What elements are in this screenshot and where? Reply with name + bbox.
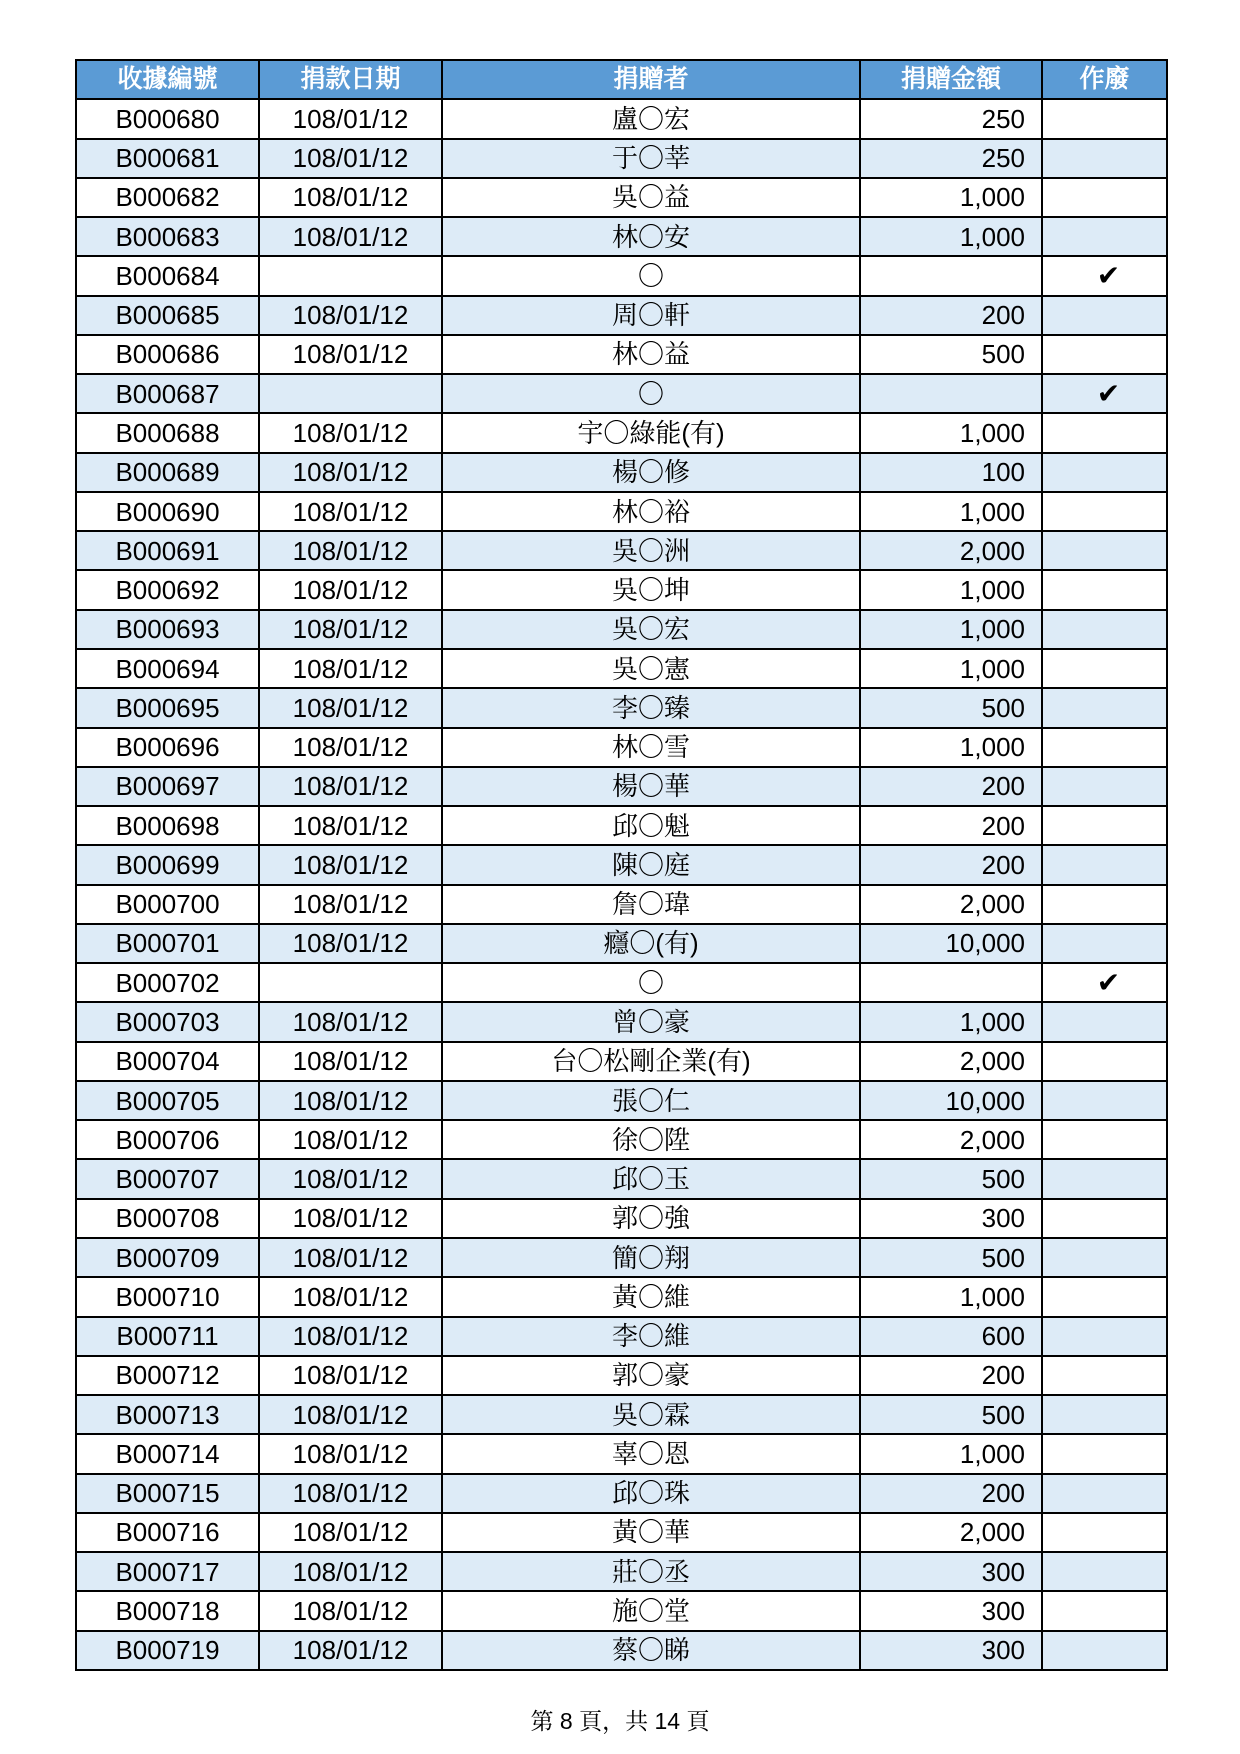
- donation-amount-cell: 300: [860, 1552, 1042, 1591]
- void-cell: [1042, 1434, 1167, 1473]
- receipt-number-cell: B000695: [76, 688, 259, 727]
- donor-name-cell: 于〇莘: [442, 139, 860, 178]
- donation-date-cell: 108/01/12: [259, 806, 442, 845]
- void-cell: [1042, 806, 1167, 845]
- receipt-number-cell: B000713: [76, 1395, 259, 1434]
- void-cell: [1042, 1199, 1167, 1238]
- donor-name-cell: 邱〇珠: [442, 1474, 860, 1513]
- table-row: [76, 1120, 1167, 1159]
- table-row: [76, 963, 1167, 1002]
- donation-date-cell: 108/01/12: [259, 99, 442, 138]
- receipt-number-cell: B000686: [76, 335, 259, 374]
- void-cell: [1042, 413, 1167, 452]
- void-cell: [1042, 1395, 1167, 1434]
- donation-date-cell: 108/01/12: [259, 1631, 442, 1670]
- donation-amount-cell: 500: [860, 335, 1042, 374]
- receipt-number-cell: B000693: [76, 610, 259, 649]
- receipt-number-cell: B000708: [76, 1199, 259, 1238]
- donation-amount-cell: 1,000: [860, 178, 1042, 217]
- void-check-icon: ✔: [1096, 258, 1121, 292]
- void-cell: [1042, 492, 1167, 531]
- donation-date-cell: 108/01/12: [259, 413, 442, 452]
- void-cell: [1042, 217, 1167, 256]
- table-row: [76, 767, 1167, 806]
- receipt-number-cell: B000717: [76, 1552, 259, 1591]
- void-cell: [1042, 296, 1167, 335]
- donor-name-cell: 林〇安: [442, 217, 860, 256]
- table-row: [76, 610, 1167, 649]
- donation-date-cell: 108/01/12: [259, 1356, 442, 1395]
- receipt-number-cell: B000705: [76, 1081, 259, 1120]
- void-cell: [1042, 688, 1167, 727]
- column-header-amount: 捐贈金額: [860, 60, 1042, 99]
- donor-name-cell: 施〇堂: [442, 1591, 860, 1630]
- donation-date-cell: 108/01/12: [259, 1591, 442, 1630]
- donation-date-cell: 108/01/12: [259, 217, 442, 256]
- donation-date-cell: 108/01/12: [259, 1513, 442, 1552]
- donation-amount-cell: 600: [860, 1317, 1042, 1356]
- void-cell: [1042, 1513, 1167, 1552]
- donor-name-cell: 林〇裕: [442, 492, 860, 531]
- receipt-number-cell: B000716: [76, 1513, 259, 1552]
- receipt-number-cell: B000719: [76, 1631, 259, 1670]
- donation-amount-cell: 100: [860, 453, 1042, 492]
- donation-amount-cell: 300: [860, 1591, 1042, 1630]
- receipt-number-cell: B000685: [76, 296, 259, 335]
- donation-date-cell: 108/01/12: [259, 1199, 442, 1238]
- void-cell: [1042, 728, 1167, 767]
- donation-amount-cell: 1,000: [860, 649, 1042, 688]
- donation-amount-cell: 500: [860, 1159, 1042, 1198]
- donation-date-cell: 108/01/12: [259, 570, 442, 609]
- donation-amount-cell: 2,000: [860, 1042, 1042, 1081]
- void-cell: [1042, 1002, 1167, 1041]
- donation-date-cell: [259, 256, 442, 295]
- void-cell: [1042, 1631, 1167, 1670]
- table-row: [76, 1081, 1167, 1120]
- donor-name-cell: 簡〇翔: [442, 1238, 860, 1277]
- donation-amount-cell: 2,000: [860, 885, 1042, 924]
- donor-name-cell: 黃〇華: [442, 1513, 860, 1552]
- donor-name-cell: 吳〇霖: [442, 1395, 860, 1434]
- receipt-number-cell: B000702: [76, 963, 259, 1002]
- receipt-number-cell: B000698: [76, 806, 259, 845]
- donor-name-cell: 林〇雪: [442, 728, 860, 767]
- donor-name-cell: 〇: [442, 374, 860, 413]
- donation-date-cell: 108/01/12: [259, 1474, 442, 1513]
- receipt-number-cell: B000688: [76, 413, 259, 452]
- donation-date-cell: 108/01/12: [259, 453, 442, 492]
- donation-amount-cell: 300: [860, 1631, 1042, 1670]
- donation-amount-cell: 200: [860, 296, 1042, 335]
- donation-date-cell: 108/01/12: [259, 335, 442, 374]
- donation-amount-cell: 1,000: [860, 1277, 1042, 1316]
- table-row: [76, 374, 1167, 413]
- donor-name-cell: 〇: [442, 256, 860, 295]
- donation-amount-cell: 200: [860, 1356, 1042, 1395]
- void-cell: [1042, 845, 1167, 884]
- page-number-footer: 第 8 頁，共 14 頁: [530, 1708, 710, 1734]
- column-header-donor: 捐贈者: [442, 60, 860, 99]
- donation-date-cell: 108/01/12: [259, 767, 442, 806]
- table-row: [76, 492, 1167, 531]
- donor-name-cell: 〇: [442, 963, 860, 1002]
- donation-amount-cell: 1,000: [860, 413, 1042, 452]
- donor-name-cell: 癮〇(有): [442, 924, 860, 963]
- donor-name-cell: 邱〇魁: [442, 806, 860, 845]
- donation-amount-cell: 1,000: [860, 570, 1042, 609]
- donor-name-cell: 徐〇陞: [442, 1120, 860, 1159]
- receipt-number-cell: B000718: [76, 1591, 259, 1630]
- void-cell: [1042, 885, 1167, 924]
- table-row: [76, 806, 1167, 845]
- donation-date-cell: 108/01/12: [259, 885, 442, 924]
- table-row: [76, 570, 1167, 609]
- receipt-number-cell: B000706: [76, 1120, 259, 1159]
- donor-name-cell: 曾〇豪: [442, 1002, 860, 1041]
- table-row: [76, 1434, 1167, 1473]
- donor-name-cell: 辜〇恩: [442, 1434, 860, 1473]
- table-row: [76, 1591, 1167, 1630]
- donation-date-cell: 108/01/12: [259, 610, 442, 649]
- receipt-number-cell: B000707: [76, 1159, 259, 1198]
- table-row: [76, 1631, 1167, 1670]
- donor-name-cell: 莊〇丞: [442, 1552, 860, 1591]
- donation-amount-cell: 200: [860, 806, 1042, 845]
- receipt-number-cell: B000687: [76, 374, 259, 413]
- donation-date-cell: 108/01/12: [259, 139, 442, 178]
- donation-date-cell: 108/01/12: [259, 845, 442, 884]
- donation-date-cell: 108/01/12: [259, 924, 442, 963]
- receipt-number-cell: B000694: [76, 649, 259, 688]
- donor-name-cell: 宇〇綠能(有): [442, 413, 860, 452]
- void-cell: [1042, 1120, 1167, 1159]
- donor-name-cell: 周〇軒: [442, 296, 860, 335]
- receipt-number-cell: B000682: [76, 178, 259, 217]
- table-row: [76, 178, 1167, 217]
- table-row: [76, 1552, 1167, 1591]
- table-row: [76, 1042, 1167, 1081]
- void-check-icon: ✔: [1096, 965, 1121, 999]
- table-row: [76, 649, 1167, 688]
- donor-name-cell: 吳〇坤: [442, 570, 860, 609]
- receipt-number-cell: B000703: [76, 1002, 259, 1041]
- table-row: [76, 1317, 1167, 1356]
- void-cell: [1042, 374, 1167, 413]
- table-row: [76, 139, 1167, 178]
- donation-amount-cell: 200: [860, 1474, 1042, 1513]
- table-header: [76, 60, 1167, 99]
- void-cell: [1042, 256, 1167, 295]
- donation-amount-cell: 2,000: [860, 1120, 1042, 1159]
- donation-amount-cell: [860, 963, 1042, 1002]
- receipt-number-cell: B000684: [76, 256, 259, 295]
- donation-date-cell: 108/01/12: [259, 1317, 442, 1356]
- donation-amount-cell: 10,000: [860, 924, 1042, 963]
- donation-amount-cell: 2,000: [860, 1513, 1042, 1552]
- receipt-number-cell: B000714: [76, 1434, 259, 1473]
- donation-amount-cell: 2,000: [860, 531, 1042, 570]
- donor-name-cell: 郭〇強: [442, 1199, 860, 1238]
- donation-date-cell: 108/01/12: [259, 1277, 442, 1316]
- table-row: [76, 728, 1167, 767]
- donation-date-cell: 108/01/12: [259, 1238, 442, 1277]
- donor-name-cell: 盧〇宏: [442, 99, 860, 138]
- table-row: [76, 845, 1167, 884]
- receipt-number-cell: B000683: [76, 217, 259, 256]
- header-row: [76, 60, 1167, 99]
- donor-name-cell: 台〇松剛企業(有): [442, 1042, 860, 1081]
- table-row: [76, 296, 1167, 335]
- table-row: [76, 99, 1167, 138]
- table-row: [76, 1356, 1167, 1395]
- receipt-number-cell: B000691: [76, 531, 259, 570]
- void-cell: [1042, 1552, 1167, 1591]
- receipt-number-cell: B000699: [76, 845, 259, 884]
- void-check-icon: ✔: [1096, 376, 1121, 410]
- void-cell: [1042, 610, 1167, 649]
- table-row: [76, 1159, 1167, 1198]
- table-row: [76, 924, 1167, 963]
- receipt-number-cell: B000710: [76, 1277, 259, 1316]
- donation-amount-cell: 10,000: [860, 1081, 1042, 1120]
- receipt-number-cell: B000709: [76, 1238, 259, 1277]
- donor-name-cell: 李〇維: [442, 1317, 860, 1356]
- donation-amount-cell: 1,000: [860, 1434, 1042, 1473]
- donation-amount-cell: 1,000: [860, 610, 1042, 649]
- donation-amount-cell: 1,000: [860, 728, 1042, 767]
- donation-amount-cell: [860, 256, 1042, 295]
- void-cell: [1042, 1591, 1167, 1630]
- table-row: [76, 1395, 1167, 1434]
- table-body: [76, 99, 1167, 1670]
- donation-amount-cell: 1,000: [860, 492, 1042, 531]
- donation-date-cell: 108/01/12: [259, 1081, 442, 1120]
- donation-date-cell: 108/01/12: [259, 1552, 442, 1591]
- donation-date-cell: 108/01/12: [259, 178, 442, 217]
- donation-date-cell: 108/01/12: [259, 1159, 442, 1198]
- donation-date-cell: [259, 963, 442, 1002]
- donor-name-cell: 邱〇玉: [442, 1159, 860, 1198]
- donation-receipt-table: [75, 59, 1168, 1671]
- receipt-number-cell: B000700: [76, 885, 259, 924]
- receipt-number-cell: B000711: [76, 1317, 259, 1356]
- receipt-number-cell: B000692: [76, 570, 259, 609]
- void-cell: [1042, 570, 1167, 609]
- receipt-number-cell: B000696: [76, 728, 259, 767]
- void-cell: [1042, 1081, 1167, 1120]
- donor-name-cell: 楊〇修: [442, 453, 860, 492]
- column-header-donation-date: 捐款日期: [259, 60, 442, 99]
- donation-date-cell: 108/01/12: [259, 1434, 442, 1473]
- void-cell: [1042, 1474, 1167, 1513]
- table-row: [76, 531, 1167, 570]
- donation-amount-cell: 500: [860, 1395, 1042, 1434]
- receipt-number-cell: B000697: [76, 767, 259, 806]
- table-row: [76, 1199, 1167, 1238]
- donation-date-cell: 108/01/12: [259, 1120, 442, 1159]
- donor-name-cell: 黃〇維: [442, 1277, 860, 1316]
- column-header-receipt-number: 收據編號: [76, 60, 259, 99]
- void-cell: [1042, 1356, 1167, 1395]
- void-cell: [1042, 453, 1167, 492]
- donation-date-cell: [259, 374, 442, 413]
- donor-name-cell: 吳〇憲: [442, 649, 860, 688]
- void-cell: [1042, 767, 1167, 806]
- table-row: [76, 413, 1167, 452]
- table-row: [76, 1513, 1167, 1552]
- void-cell: [1042, 531, 1167, 570]
- void-cell: [1042, 963, 1167, 1002]
- donor-name-cell: 郭〇豪: [442, 1356, 860, 1395]
- donation-amount-cell: 250: [860, 139, 1042, 178]
- donor-name-cell: 詹〇瑋: [442, 885, 860, 924]
- donation-date-cell: 108/01/12: [259, 531, 442, 570]
- donation-amount-cell: 500: [860, 1238, 1042, 1277]
- table-row: [76, 335, 1167, 374]
- void-cell: [1042, 178, 1167, 217]
- donor-name-cell: 張〇仁: [442, 1081, 860, 1120]
- donor-name-cell: 楊〇華: [442, 767, 860, 806]
- void-cell: [1042, 99, 1167, 138]
- donation-amount-cell: 200: [860, 845, 1042, 884]
- void-cell: [1042, 1042, 1167, 1081]
- donation-date-cell: 108/01/12: [259, 688, 442, 727]
- donation-date-cell: 108/01/12: [259, 1042, 442, 1081]
- donation-amount-cell: 200: [860, 767, 1042, 806]
- donation-date-cell: 108/01/12: [259, 1395, 442, 1434]
- void-cell: [1042, 139, 1167, 178]
- void-cell: [1042, 1317, 1167, 1356]
- receipt-number-cell: B000712: [76, 1356, 259, 1395]
- receipt-number-cell: B000690: [76, 492, 259, 531]
- donor-name-cell: 蔡〇睇: [442, 1631, 860, 1670]
- void-cell: [1042, 335, 1167, 374]
- receipt-number-cell: B000704: [76, 1042, 259, 1081]
- table-row: [76, 256, 1167, 295]
- receipt-number-cell: B000715: [76, 1474, 259, 1513]
- donation-date-cell: 108/01/12: [259, 296, 442, 335]
- donation-amount-cell: 1,000: [860, 217, 1042, 256]
- receipt-number-cell: B000681: [76, 139, 259, 178]
- void-cell: [1042, 1277, 1167, 1316]
- donor-name-cell: 吳〇宏: [442, 610, 860, 649]
- table-row: [76, 1474, 1167, 1513]
- receipt-number-cell: B000701: [76, 924, 259, 963]
- table-row: [76, 217, 1167, 256]
- donor-name-cell: 林〇益: [442, 335, 860, 374]
- void-cell: [1042, 649, 1167, 688]
- table-row: [76, 453, 1167, 492]
- donation-date-cell: 108/01/12: [259, 492, 442, 531]
- table-row: [76, 1277, 1167, 1316]
- donor-name-cell: 李〇臻: [442, 688, 860, 727]
- donation-date-cell: 108/01/12: [259, 1002, 442, 1041]
- receipt-number-cell: B000689: [76, 453, 259, 492]
- void-cell: [1042, 924, 1167, 963]
- donation-amount-cell: 500: [860, 688, 1042, 727]
- void-cell: [1042, 1238, 1167, 1277]
- donation-date-cell: 108/01/12: [259, 649, 442, 688]
- donor-name-cell: 吳〇洲: [442, 531, 860, 570]
- donor-name-cell: 陳〇庭: [442, 845, 860, 884]
- void-cell: [1042, 1159, 1167, 1198]
- donation-date-cell: 108/01/12: [259, 728, 442, 767]
- table-row: [76, 885, 1167, 924]
- table-row: [76, 1002, 1167, 1041]
- receipt-number-cell: B000680: [76, 99, 259, 138]
- donor-name-cell: 吳〇益: [442, 178, 860, 217]
- donation-amount-cell: 250: [860, 99, 1042, 138]
- column-header-void: 作廢: [1042, 60, 1167, 99]
- donation-amount-cell: 1,000: [860, 1002, 1042, 1041]
- table-row: [76, 688, 1167, 727]
- donation-amount-cell: [860, 374, 1042, 413]
- table-row: [76, 1238, 1167, 1277]
- donation-amount-cell: 300: [860, 1199, 1042, 1238]
